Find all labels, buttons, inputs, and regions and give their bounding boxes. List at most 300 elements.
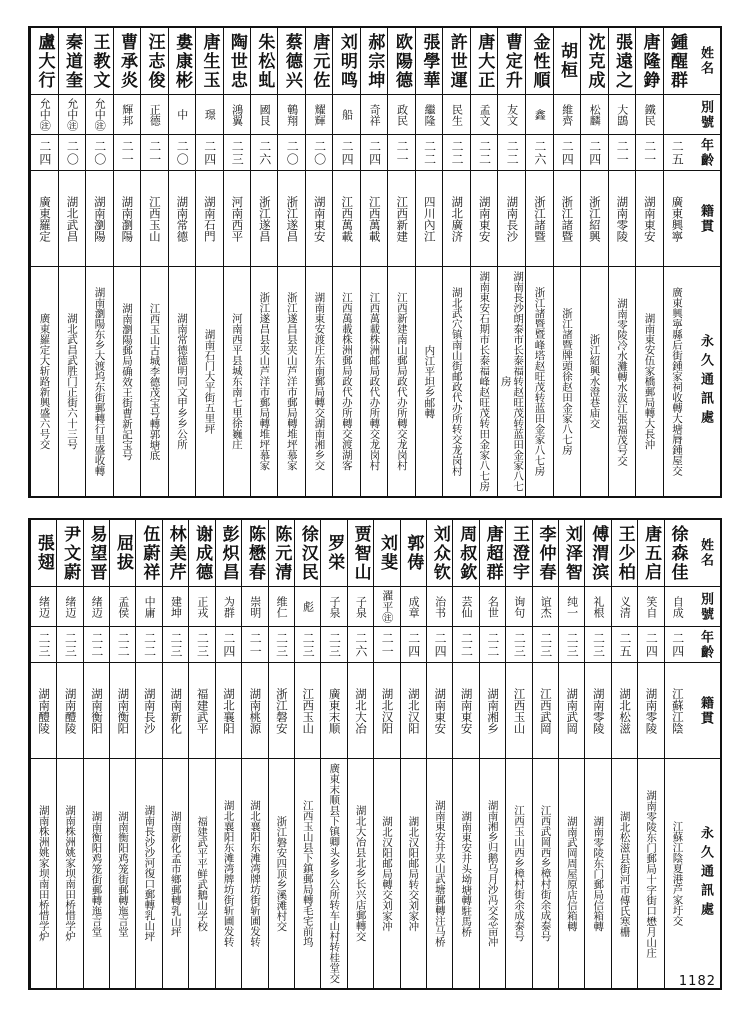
record-alias: 纯一: [559, 586, 584, 626]
record-native-place: 湖北廣济: [443, 170, 469, 266]
record-native-place: 湖南石門: [196, 170, 222, 266]
record-column: [195, 28, 222, 496]
record-column: [83, 520, 109, 988]
record-address: 河南西平县城东南七里徐巍庄: [224, 266, 250, 496]
record-alias: 芸仙: [453, 586, 478, 626]
record-column: [426, 520, 452, 988]
record-address: 廣東興寧縣后街鍾家祠收轉大塘脣鍾屋交: [664, 266, 690, 496]
record-age: 二二: [498, 134, 525, 170]
record-age: 二四: [427, 626, 452, 662]
record-native-place: 江西玉山: [295, 662, 320, 758]
record-address: 湖南株洲姚家坝南田桥惜学炉: [31, 758, 56, 988]
record-alias: 奇祥: [361, 94, 387, 134]
record-native-place: 湖南瀏陽: [86, 170, 112, 266]
record-address: 浙江諸暨暨峰塔赵旺茂转蓝田金家八七房: [526, 266, 552, 496]
record-name: 王少柏: [614, 524, 635, 582]
record-native-place: 湖南瀏陽: [114, 170, 140, 266]
record-column: [580, 28, 607, 496]
record-alias: 允中㊟: [59, 94, 85, 134]
record-name: 陈懋春: [244, 524, 265, 582]
record-column: [188, 520, 214, 988]
record-column: [664, 520, 690, 988]
record-address: 湖南東安石期市长泰福峰赵旺茂转田金家八七房: [471, 266, 497, 496]
record-age: 二二: [136, 626, 161, 662]
record-native-place: 湖南零陵: [585, 662, 610, 758]
record-age: 二二: [471, 134, 497, 170]
record-address: 湖南衡阳鸡笼街郵轉迤言堂: [110, 758, 135, 988]
record-name: 王澄宇: [509, 524, 530, 582]
record-address: 湖北襄阳东滩湾牌坊街斩圃发转: [242, 758, 267, 988]
record-native-place: 湖南衡阳: [110, 662, 135, 758]
record-alias: 正戎: [189, 586, 214, 626]
record-name: 曹定升: [501, 32, 522, 90]
record-address: 湖北松滋县街河市傅氏寒栅: [612, 758, 637, 988]
record-address: 江西新建南山郵局政代办所轉交龙岗村: [388, 266, 414, 496]
record-alias: 璟: [196, 94, 222, 134]
record-age: 二一: [242, 626, 267, 662]
record-age: 二二: [110, 626, 135, 662]
record-alias: 松麟: [581, 94, 607, 134]
record-age: 二三: [163, 626, 188, 662]
record-alias: 子泉: [321, 586, 346, 626]
record-age: 二三: [559, 626, 584, 662]
records-table-bottom: [28, 518, 722, 990]
record-age: 二一: [141, 134, 167, 170]
record-alias: 耀輝: [306, 94, 332, 134]
header-address: 永久通訊處: [690, 758, 720, 988]
record-name: 陈元清: [271, 524, 292, 582]
record-age: 二一: [388, 134, 414, 170]
record-native-place: 湖南衡阳: [84, 662, 109, 758]
record-name: 婁康彬: [171, 32, 192, 90]
record-column: [525, 28, 552, 496]
record-age: 二二: [84, 626, 109, 662]
record-column: [387, 28, 414, 496]
record-age: 二三: [189, 626, 214, 662]
record-name: 張遠之: [611, 32, 632, 90]
record-age: 二四: [333, 134, 359, 170]
record-alias: 大鵾: [609, 94, 635, 134]
record-name: 刘斐: [377, 534, 397, 572]
record-native-place: 江西玉山: [506, 662, 531, 758]
record-alias: 鐵民: [636, 94, 662, 134]
record-name: 尹文蔚: [60, 524, 81, 582]
header-age: 年齡: [690, 626, 720, 662]
record-name: 張翅: [33, 534, 54, 572]
record-address: 湖南湘乡归鹅乌月沙冯交念亩冲: [480, 758, 505, 988]
record-address: 江西萬載株洲邮局政代办所轉交龙岗村: [361, 266, 387, 496]
record-column: [320, 520, 346, 988]
record-native-place: 湖南湘乡: [480, 662, 505, 758]
record-native-place: 湖北汉阳: [401, 662, 426, 758]
record-native-place: 江蘇江陰: [665, 662, 690, 758]
record-alias: 询句: [506, 586, 531, 626]
record-alias: 民生: [443, 94, 469, 134]
record-address: 江蘇江陰夏港芦家圩交: [665, 758, 690, 988]
record-name: 鍾醒群: [666, 32, 687, 90]
record-native-place: 湖北汉阳: [374, 662, 399, 758]
row-header-column: [690, 520, 720, 988]
record-address: 浙江遂昌县夹山芦洋市郵局轉堆坪慕家: [251, 266, 277, 496]
record-alias: 绪迈: [31, 586, 56, 626]
record-name: 胡桓: [557, 42, 577, 80]
record-column: [532, 520, 558, 988]
record-alias: 建坤: [163, 586, 188, 626]
record-name: 易望晋: [86, 524, 107, 582]
record-address: 湖北汉阳邮局轉交刘家冲: [374, 758, 399, 988]
record-alias: 孟文: [471, 94, 497, 134]
record-native-place: 湖南醴陵: [57, 662, 82, 758]
record-age: 二三: [269, 626, 294, 662]
record-native-place: 湖南常德: [169, 170, 195, 266]
record-name: 罗栄: [324, 534, 345, 572]
record-age: 二一: [609, 134, 635, 170]
record-address: 湖南瀏陽郵局确效王街曹新記宝号: [114, 266, 140, 496]
record-name: 許世運: [446, 32, 467, 90]
record-address: 湖南東安渡庄东南郵局轉交湖南湘乡交: [306, 266, 332, 496]
record-name: 贾智山: [350, 524, 371, 582]
record-column: [140, 28, 167, 496]
record-address: 湖南瀏陽东乡大渡坞东街郵轉行里盛收轉: [86, 266, 112, 496]
record-age: 二一: [374, 626, 399, 662]
record-column: [109, 520, 135, 988]
record-name: 陶世忠: [226, 32, 247, 90]
record-address: 江西玉山县下鎮郵局轉毛宅前坞: [295, 758, 320, 988]
record-alias: 鑫: [526, 94, 552, 134]
record-name: 刘众钦: [429, 524, 450, 582]
record-age: 二三: [506, 626, 531, 662]
record-address: 湖南東安伍家橋郵局轉大長沖: [636, 266, 662, 496]
record-native-place: 湖北武昌: [59, 170, 85, 266]
record-age: 二三: [533, 626, 558, 662]
record-address: 江西玉山西乡樟村街余成泰号: [506, 758, 531, 988]
record-alias: 绪迈: [57, 586, 82, 626]
record-column: [558, 520, 584, 988]
record-native-place: 湖南零陵: [609, 170, 635, 266]
record-name: 汪志俊: [144, 32, 165, 90]
record-address: 湖南武岡周屋原店信箱轉: [559, 758, 584, 988]
record-address: 湖北武穴镇南山街邮政代办所转交龙岗村: [443, 266, 469, 496]
record-native-place: 浙江紹興: [581, 170, 607, 266]
record-native-place: 江西武岡: [533, 662, 558, 758]
record-age: 二四: [581, 134, 607, 170]
record-native-place: 江西萬載: [333, 170, 359, 266]
record-age: 二六: [526, 134, 552, 170]
record-column: [58, 28, 85, 496]
record-name: 郭俦: [403, 534, 424, 572]
record-native-place: 浙江遂昌: [278, 170, 304, 266]
record-name: 刘明鸣: [336, 32, 357, 90]
record-name: 唐元佐: [309, 32, 330, 90]
record-age: 二四: [216, 626, 241, 662]
record-native-place: 湖南東安: [427, 662, 452, 758]
record-alias: 绪迈: [84, 586, 109, 626]
record-native-place: 湖南桃源: [242, 662, 267, 758]
record-column: [360, 28, 387, 496]
record-age: 二三: [295, 626, 320, 662]
record-alias: [664, 94, 690, 134]
record-age: 二一: [636, 134, 662, 170]
record-name: 王教文: [89, 32, 110, 90]
record-column: [162, 520, 188, 988]
record-address: 湖南石门大平街五里坪: [196, 266, 222, 496]
record-address: 湖南零陵东门郵局十字街口懋月山庄: [638, 758, 663, 988]
record-name: 屈拔: [112, 534, 133, 572]
record-alias: 崇明: [242, 586, 267, 626]
record-column: [415, 28, 442, 496]
record-native-place: 福建武平: [189, 662, 214, 758]
record-address: 湖南零陵冷水灘轉水汲江張福茂号交: [609, 266, 635, 496]
record-age: 二四: [638, 626, 663, 662]
record-alias: 濯平㊟: [374, 586, 399, 626]
record-native-place: 湖南零陵: [638, 662, 663, 758]
record-alias: 維齊: [554, 94, 580, 134]
record-alias: 笑自: [638, 586, 663, 626]
record-alias: 维仁: [269, 586, 294, 626]
record-age: 二〇: [59, 134, 85, 170]
record-name: 蔡德兴: [281, 32, 302, 90]
record-age: 二三: [31, 626, 56, 662]
record-alias: 为群: [216, 586, 241, 626]
record-age: 二五: [664, 134, 690, 170]
record-native-place: 廣東興寧: [664, 170, 690, 266]
record-column: [553, 28, 580, 496]
record-alias: 彪: [295, 586, 320, 626]
record-column: [400, 520, 426, 988]
record-age: 二三: [321, 626, 346, 662]
record-address: 浙江諸暨牌頭徐赵田金家八七房: [554, 266, 580, 496]
record-name: 唐五启: [641, 524, 662, 582]
record-alias: 政民: [388, 94, 414, 134]
record-alias: 船: [333, 94, 359, 134]
record-alias: 中庸: [136, 586, 161, 626]
record-address: 湖南新化孟市鄉郵轉乳山坪: [163, 758, 188, 988]
record-address: 江西玉山古城李德茂宝号轉郭塘底: [141, 266, 167, 496]
record-native-place: 湖南武岡: [559, 662, 584, 758]
record-address: 湖南常德德明同文甲乡乡公所: [169, 266, 195, 496]
record-column: [241, 520, 267, 988]
record-column: [30, 520, 56, 988]
header-name: 姓名: [698, 538, 714, 568]
record-column: [277, 28, 304, 496]
record-address: 湖南東安井夹山武塘郵轉注马桥: [427, 758, 452, 988]
record-name: 唐超群: [482, 524, 503, 582]
record-name: 曹承炎: [116, 32, 137, 90]
record-column: [497, 28, 525, 496]
record-column: [56, 520, 82, 988]
header-alias: 別號: [690, 94, 720, 134]
record-name: 唐大正: [474, 32, 495, 90]
record-column: [332, 28, 359, 496]
record-alias: 正德: [141, 94, 167, 134]
record-address: 廣東羅定大斩路新興盛六号交: [31, 266, 57, 496]
record-age: 二三: [57, 626, 82, 662]
record-native-place: 湖南長沙: [498, 170, 525, 266]
record-address: 浙江磐安四顶乡溪滩村交: [269, 758, 294, 988]
record-address: 湖北武昌武胜门正街六十三号: [59, 266, 85, 496]
record-alias: 治书: [427, 586, 452, 626]
record-alias: 允中㊟: [86, 94, 112, 134]
record-alias: 自成: [665, 586, 690, 626]
record-age: 二四: [401, 626, 426, 662]
record-native-place: 江西新建: [388, 170, 414, 266]
record-address: 江西武岡西乡樟村街余成泰号: [533, 758, 558, 988]
record-age: 二五: [612, 626, 637, 662]
record-column: [608, 28, 635, 496]
record-native-place: 廣東羅定: [31, 170, 57, 266]
record-alias: 中: [169, 94, 195, 134]
record-alias: 孟侯: [110, 586, 135, 626]
record-name: 盧大行: [34, 32, 55, 90]
record-native-place: 湖北襄阳: [216, 662, 241, 758]
record-column: [347, 520, 373, 988]
record-age: 二四: [196, 134, 222, 170]
record-alias: 礼根: [585, 586, 610, 626]
record-column: [584, 520, 610, 988]
record-age: 二〇: [169, 134, 195, 170]
record-age: 二三: [585, 626, 610, 662]
record-address: 江西萬載株洲郵局政代办所轉交渡湖客: [333, 266, 359, 496]
record-native-place: 湖南東安: [306, 170, 332, 266]
record-native-place: 浙江磐安: [269, 662, 294, 758]
record-age: 二六: [348, 626, 373, 662]
record-alias: 成章: [401, 586, 426, 626]
record-column: [113, 28, 140, 496]
record-native-place: 湖南東安: [471, 170, 497, 266]
record-name: 金性順: [529, 32, 550, 90]
record-address: 湖南長沙朗泰市长泰福转赵旺茂转蓝田金家八七房: [498, 266, 525, 496]
record-address: 湖北大冶县北乡长兴店郵轉交: [348, 758, 373, 988]
record-address: 福建武平平鲜武鵝山学校: [189, 758, 214, 988]
record-age: 二四: [665, 626, 690, 662]
record-age: 二六: [251, 134, 277, 170]
record-address: 湖南東安井头坳塘轉駐馬桥: [453, 758, 478, 988]
record-alias: 繼隆: [416, 94, 442, 134]
record-name: 秦道奎: [62, 32, 83, 90]
record-native-place: 江西萬載: [361, 170, 387, 266]
record-name: 伍蔚祥: [139, 524, 160, 582]
record-column: [215, 520, 241, 988]
record-age: 二二: [443, 134, 469, 170]
record-column: [305, 28, 332, 496]
header-native-place: 籍貫: [690, 170, 720, 266]
record-age: 二四: [554, 134, 580, 170]
header-alias: 別號: [690, 586, 720, 626]
record-name: 傅渭滨: [588, 524, 609, 582]
record-column: [168, 28, 195, 496]
record-name: 朱松虬: [254, 32, 275, 90]
record-column: [635, 28, 662, 496]
record-name: 谢成德: [192, 524, 213, 582]
record-address: 廣東末顺县下镇卿头乡乡公所转车山村转桂堂交: [321, 758, 346, 988]
record-age: 二四: [31, 134, 57, 170]
record-name: 徐森佳: [667, 524, 688, 582]
record-native-place: 河南西平: [224, 170, 250, 266]
record-native-place: 湖南長沙: [136, 662, 161, 758]
records-table-top: [28, 26, 722, 498]
record-alias: 允中㊟: [31, 94, 57, 134]
record-age: 二四: [361, 134, 387, 170]
record-age: 二一: [114, 134, 140, 170]
record-native-place: 湖北松滋: [612, 662, 637, 758]
record-name: 唐生玉: [199, 32, 220, 90]
record-name: 彭炽昌: [218, 524, 239, 582]
record-alias: 名世: [480, 586, 505, 626]
record-column: [85, 28, 112, 496]
record-name: 張學華: [419, 32, 440, 90]
record-address: 浙江紹興水澄巷庙交: [581, 266, 607, 496]
record-name: 林美芹: [165, 524, 186, 582]
record-address: 湖南零陵东门郵局信箱轉: [585, 758, 610, 988]
header-name: 姓名: [698, 46, 714, 76]
record-column: [611, 520, 637, 988]
record-name: 唐隆錚: [639, 32, 660, 90]
record-alias: 谊杰: [533, 586, 558, 626]
record-age: 二〇: [278, 134, 304, 170]
record-age: 二二: [453, 626, 478, 662]
record-column: [637, 520, 663, 988]
record-age: 二〇: [86, 134, 112, 170]
record-native-place: 湖南新化: [163, 662, 188, 758]
record-age: 二三: [224, 134, 250, 170]
record-alias: 义清: [612, 586, 637, 626]
record-column: [452, 520, 478, 988]
record-name: 沈克成: [584, 32, 605, 90]
record-address: 湖北汉阳邮局转交刘家冲: [401, 758, 426, 988]
record-name: 徐汉民: [297, 524, 318, 582]
record-age: 二〇: [306, 134, 332, 170]
record-column: [505, 520, 531, 988]
record-address: 湖南衡阳鸡笼街郵轉迤言堂: [84, 758, 109, 988]
record-native-place: 浙江諸暨: [526, 170, 552, 266]
record-column: [268, 520, 294, 988]
record-column: [135, 520, 161, 988]
page-number: 1182: [678, 974, 716, 989]
record-address: 内江平坦乡邮轉: [416, 266, 442, 496]
header-address: 永久通訊處: [690, 266, 720, 496]
record-native-place: 浙江諸暨: [554, 170, 580, 266]
record-native-place: 湖北大冶: [348, 662, 373, 758]
record-age: 二二: [416, 134, 442, 170]
record-native-place: 湖南醴陵: [31, 662, 56, 758]
record-alias: 國艮: [251, 94, 277, 134]
row-header-column: [690, 28, 720, 496]
record-native-place: 江西玉山: [141, 170, 167, 266]
record-alias: 子泉: [348, 586, 373, 626]
record-address: 湖南長沙沙河復口郵轉乳山坪: [136, 758, 161, 988]
record-column: [479, 520, 505, 988]
record-name: 李仲春: [535, 524, 556, 582]
record-address: 浙江遂昌县夹山芦洋市郵局轉堆坪慕家: [278, 266, 304, 496]
record-alias: 輝邦: [114, 94, 140, 134]
record-alias: 鴻翼: [224, 94, 250, 134]
record-native-place: 四川內江: [416, 170, 442, 266]
record-column: [30, 28, 57, 496]
record-alias: 友文: [498, 94, 525, 134]
record-column: [663, 28, 690, 496]
record-age: 二二: [480, 626, 505, 662]
header-age: 年齡: [690, 134, 720, 170]
record-column: [373, 520, 399, 988]
record-column: [470, 28, 497, 496]
record-column: [223, 28, 250, 496]
record-address: 湖北襄阳东滩湾牌坊街斩圃发转: [216, 758, 241, 988]
record-name: 欧陽德: [391, 32, 412, 90]
record-column: [294, 520, 320, 988]
record-address: 湖南株洲姚家坝南田桥惜学炉: [57, 758, 82, 988]
record-name: 周叔欽: [456, 524, 477, 582]
record-native-place: 湖南東安: [636, 170, 662, 266]
